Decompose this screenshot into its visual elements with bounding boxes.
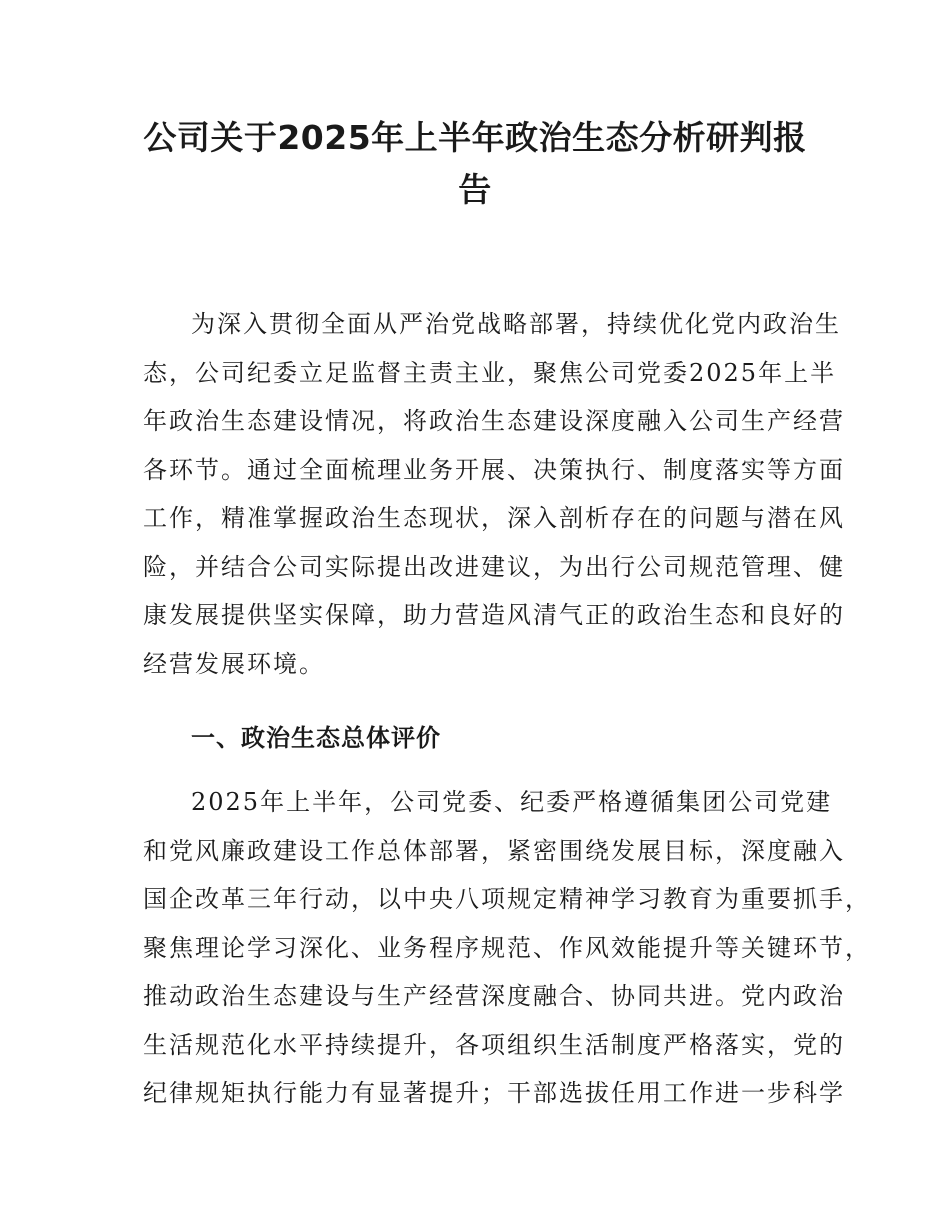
paragraph-line: 2025年上半年，公司党委、纪委严格遵循集团公司党建 [191, 788, 833, 816]
paragraph-line: 险，并结合公司实际提出改进建议，为出行公司规范管理、健 [143, 552, 845, 581]
paragraph-line: 推动政治生态建设与生产经营深度融合、协同共进。党内政治 [143, 982, 845, 1010]
title-line-2: 告 [458, 170, 492, 209]
intro-paragraph [143, 300, 845, 688]
paragraph-line: 生活规范化水平持续提升，各项组织生活制度严格落实，党的 [143, 1030, 845, 1059]
paragraph-line: 为深入贯彻全面从严治党战略部署，持续优化党内政治生 [191, 310, 841, 338]
paragraph-line: 聚焦理论学习深化、业务程序规范、作风效能提升等关键环节， [143, 933, 871, 962]
paragraph-line: 和党风廉政建设工作总体部署，紧密围绕发展目标，深度融入 [143, 836, 845, 865]
paragraph-line: 工作，精准掌握政治生态现状，深入剖析存在的问题与潜在风 [143, 504, 845, 532]
paragraph-line: 康发展提供坚实保障，助力营造风清气正的政治生态和良好的 [143, 601, 845, 629]
title-line-1: 公司关于2025年上半年政治生态分析研判报 [143, 118, 807, 157]
section-heading: 一、政治生态总体评价 [191, 724, 441, 752]
document-title [120, 112, 830, 216]
paragraph-line: 纪律规矩执行能力有显著提升；干部选拔任用工作进一步科学 [143, 1079, 845, 1107]
paragraph-line: 年政治生态建设情况，将政治生态建设深度融入公司生产经营 [143, 407, 845, 435]
paragraph-line: 经营发展环境。 [143, 649, 325, 678]
paragraph-line: 各环节。通过全面梳理业务开展、决策执行、制度落实等方面 [143, 455, 845, 484]
paragraph-line: 态，公司纪委立足监督主责主业，聚焦公司党委2025年上半 [143, 358, 837, 387]
section1-paragraph [143, 778, 871, 1118]
paragraph-line: 国企改革三年行动，以中央八项规定精神学习教育为重要抓手， [143, 885, 871, 913]
